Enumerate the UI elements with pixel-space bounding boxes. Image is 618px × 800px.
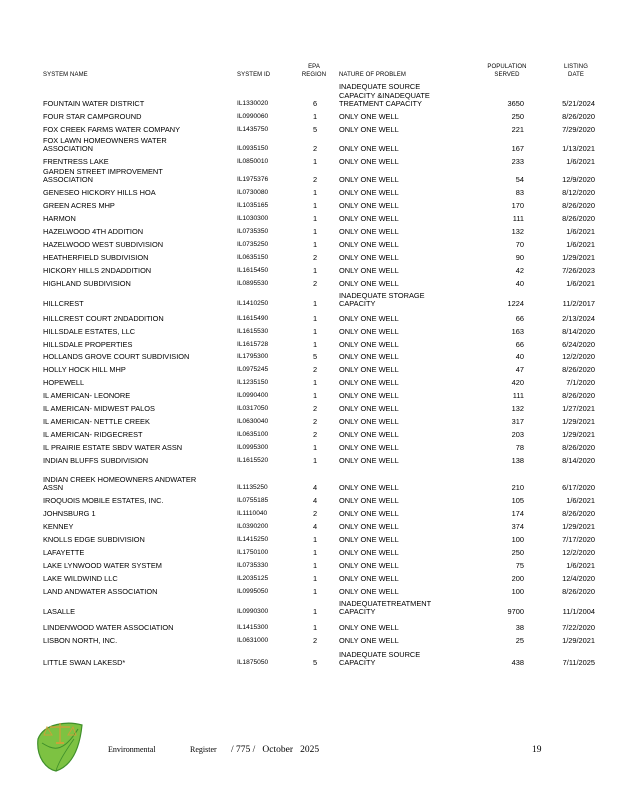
system-id-cell: IL1975376 bbox=[237, 176, 269, 184]
epa-region-cell: 4 bbox=[312, 496, 318, 506]
nature-of-problem-cell: ONLY ONE WELL bbox=[339, 496, 399, 506]
column-header-system-id: SYSTEM ID bbox=[237, 72, 271, 78]
system-id-cell: IL1030300 bbox=[237, 215, 269, 223]
system-id-cell: IL1615530 bbox=[237, 328, 269, 336]
listing-date-cell: 8/26/2020 bbox=[562, 587, 595, 597]
epa-region-cell: 4 bbox=[312, 522, 318, 532]
system-name-cell: HILLCREST bbox=[43, 299, 84, 309]
epa-region-cell: 2 bbox=[312, 144, 318, 154]
population-cell: 47 bbox=[515, 365, 524, 375]
system-name-cell: LITTLE SWAN LAKESD* bbox=[43, 658, 126, 668]
system-id-cell: IL0975245 bbox=[237, 366, 269, 374]
system-name-cell: IROQUOIS MOBILE ESTATES, INC. bbox=[43, 496, 164, 506]
system-id-cell: IL0755185 bbox=[237, 497, 269, 505]
listing-date-cell: 1/6/2021 bbox=[566, 240, 595, 250]
population-cell: 83 bbox=[515, 188, 524, 198]
nature-of-problem-cell: ONLY ONE WELL bbox=[339, 561, 399, 571]
system-id-cell: IL1435750 bbox=[237, 126, 269, 134]
system-id-cell: IL0735250 bbox=[237, 241, 269, 249]
system-name-cell: KNOLLS EDGE SUBDIVISION bbox=[43, 535, 145, 545]
nature-of-problem-cell: ONLY ONE WELL bbox=[339, 340, 399, 350]
population-cell: 66 bbox=[515, 314, 524, 324]
footer-page-number: 19 bbox=[532, 745, 542, 755]
nature-of-problem-cell: ONLY ONE WELL bbox=[339, 214, 399, 224]
system-id-cell: IL0995300 bbox=[237, 444, 269, 452]
environmental-register-logo-icon bbox=[34, 719, 86, 773]
population-cell: 170 bbox=[511, 201, 524, 211]
listing-date-cell: 12/9/2020 bbox=[562, 175, 595, 185]
nature-of-problem-cell: ONLY ONE WELL bbox=[339, 404, 399, 414]
column-header-nature-of-problem: NATURE OF PROBLEM bbox=[339, 72, 406, 78]
nature-of-problem-cell: ONLY ONE WELL bbox=[339, 314, 399, 324]
system-id-cell: IL0317050 bbox=[237, 405, 269, 413]
epa-region-cell: 1 bbox=[312, 227, 318, 237]
nature-of-problem-cell: ONLY ONE WELL bbox=[339, 456, 399, 466]
listing-date-cell: 12/2/2020 bbox=[562, 352, 595, 362]
system-name-cell: LINDENWOOD WATER ASSOCIATION bbox=[43, 623, 174, 633]
epa-region-cell: 1 bbox=[312, 561, 318, 571]
listing-date-cell: 12/2/2020 bbox=[562, 548, 595, 558]
listing-date-cell: 1/29/2021 bbox=[562, 417, 595, 427]
epa-region-cell: 6 bbox=[312, 99, 318, 109]
system-id-cell: IL0631000 bbox=[237, 637, 269, 645]
system-name-cell: LASALLE bbox=[43, 607, 76, 617]
nature-of-problem-cell: ONLY ONE WELL bbox=[339, 623, 399, 633]
population-cell: 100 bbox=[511, 587, 524, 597]
system-name-cell: LAND ANDWATER ASSOCIATION bbox=[43, 587, 158, 597]
listing-date-cell: 11/1/2004 bbox=[562, 607, 595, 617]
system-id-cell: IL0935150 bbox=[237, 145, 269, 153]
system-name-cell: IL PRAIRIE ESTATE SBDV WATER ASSN bbox=[43, 443, 183, 453]
nature-of-problem-cell: ONLY ONE WELL bbox=[339, 378, 399, 388]
listing-date-cell: 7/29/2020 bbox=[562, 125, 595, 135]
epa-region-cell: 1 bbox=[312, 340, 318, 350]
system-name-cell: FOUR STAR CAMPGROUND bbox=[43, 112, 142, 122]
nature-of-problem-cell: ONLY ONE WELL bbox=[339, 443, 399, 453]
population-cell: 90 bbox=[515, 253, 524, 263]
system-name-cell: HAZELWOOD WEST SUBDIVISION bbox=[43, 240, 164, 250]
system-id-cell: IL0990060 bbox=[237, 113, 269, 121]
system-id-cell: IL0895530 bbox=[237, 280, 269, 288]
system-name-cell: HARMON bbox=[43, 214, 76, 224]
nature-of-problem-cell: ONLY ONE WELL bbox=[339, 352, 399, 362]
system-id-cell: IL1795300 bbox=[237, 353, 269, 361]
nature-of-problem-cell: ONLY ONE WELL bbox=[339, 636, 399, 646]
epa-region-cell: 1 bbox=[312, 574, 318, 584]
listing-date-cell: 8/12/2020 bbox=[562, 188, 595, 198]
population-cell: 105 bbox=[511, 496, 524, 506]
system-name-cell: KENNEY bbox=[43, 522, 74, 532]
system-id-cell: IL0630040 bbox=[237, 418, 269, 426]
epa-region-cell: 1 bbox=[312, 201, 318, 211]
system-id-cell: IL2035125 bbox=[237, 575, 269, 583]
listing-date-cell: 1/29/2021 bbox=[562, 636, 595, 646]
page-footer bbox=[0, 715, 618, 775]
system-id-cell: IL0735330 bbox=[237, 562, 269, 570]
population-cell: 210 bbox=[511, 483, 524, 493]
system-id-cell: IL1615728 bbox=[237, 341, 269, 349]
population-cell: 66 bbox=[515, 340, 524, 350]
listing-date-cell: 1/29/2021 bbox=[562, 430, 595, 440]
system-name-cell: HAZELWOOD 4TH ADDITION bbox=[43, 227, 144, 237]
epa-region-cell: 2 bbox=[312, 175, 318, 185]
system-id-cell: IL1035165 bbox=[237, 202, 269, 210]
system-name-cell: FOUNTAIN WATER DISTRICT bbox=[43, 99, 145, 109]
listing-date-cell: 1/6/2021 bbox=[566, 496, 595, 506]
system-name-cell: HEATHERFIELD SUBDIVISION bbox=[43, 253, 149, 263]
system-id-cell: IL0735350 bbox=[237, 228, 269, 236]
system-id-cell: IL0390200 bbox=[237, 523, 269, 531]
system-id-cell: IL1750100 bbox=[237, 549, 269, 557]
epa-region-cell: 1 bbox=[312, 327, 318, 337]
listing-date-cell: 1/13/2021 bbox=[562, 144, 595, 154]
population-cell: 3650 bbox=[507, 99, 524, 109]
system-id-cell: IL0850010 bbox=[237, 158, 269, 166]
listing-date-cell: 6/24/2020 bbox=[562, 340, 595, 350]
population-cell: 9700 bbox=[507, 607, 524, 617]
epa-region-cell: 5 bbox=[312, 658, 318, 668]
system-name-cell: GREEN ACRES MHP bbox=[43, 201, 115, 211]
listing-date-cell: 7/26/2023 bbox=[562, 266, 595, 276]
nature-of-problem-cell: ONLY ONE WELL bbox=[339, 157, 399, 167]
epa-region-cell: 2 bbox=[312, 509, 318, 519]
population-cell: 132 bbox=[511, 404, 524, 414]
listing-date-cell: 8/26/2020 bbox=[562, 112, 595, 122]
listing-date-cell: 8/14/2020 bbox=[562, 327, 595, 337]
system-name-cell: IL AMERICAN- LEONORE bbox=[43, 391, 131, 401]
population-cell: 70 bbox=[515, 240, 524, 250]
footer-publication: Environmental bbox=[108, 745, 156, 754]
system-name-cell: LISBON NORTH, INC. bbox=[43, 636, 118, 646]
nature-of-problem-cell: ONLY ONE WELL bbox=[339, 483, 399, 493]
population-cell: 174 bbox=[511, 509, 524, 519]
listing-date-cell: 1/29/2021 bbox=[562, 522, 595, 532]
system-name-cell: INDIAN CREEK HOMEOWNERS ANDWATER ASSN bbox=[43, 474, 197, 493]
population-cell: 1224 bbox=[507, 299, 524, 309]
nature-of-problem-cell: ONLY ONE WELL bbox=[339, 587, 399, 597]
population-cell: 42 bbox=[515, 266, 524, 276]
epa-region-cell: 2 bbox=[312, 636, 318, 646]
epa-region-cell: 4 bbox=[312, 483, 318, 493]
nature-of-problem-cell: ONLY ONE WELL bbox=[339, 279, 399, 289]
listing-date-cell: 8/14/2020 bbox=[562, 456, 595, 466]
footer-register: Register bbox=[190, 745, 217, 754]
epa-region-cell: 1 bbox=[312, 240, 318, 250]
population-cell: 200 bbox=[511, 574, 524, 584]
listing-date-cell: 1/6/2021 bbox=[566, 227, 595, 237]
system-name-cell: FOX LAWN HOMEOWNERS WATER ASSOCIATION bbox=[43, 135, 167, 154]
system-name-cell: HICKORY HILLS 2NDADDITION bbox=[43, 266, 152, 276]
system-id-cell: IL1330020 bbox=[237, 100, 269, 108]
population-cell: 317 bbox=[511, 417, 524, 427]
listing-date-cell: 1/6/2021 bbox=[566, 561, 595, 571]
column-header-epa-region: EPA REGION bbox=[301, 64, 327, 78]
system-name-cell: FOX CREEK FARMS WATER COMPANY bbox=[43, 125, 181, 135]
nature-of-problem-cell: ONLY ONE WELL bbox=[339, 430, 399, 440]
system-name-cell: LAFAYETTE bbox=[43, 548, 85, 558]
listing-date-cell: 1/6/2021 bbox=[566, 157, 595, 167]
system-id-cell: IL0990400 bbox=[237, 392, 269, 400]
system-id-cell: IL1415300 bbox=[237, 624, 269, 632]
nature-of-problem-cell: ONLY ONE WELL bbox=[339, 574, 399, 584]
system-id-cell: IL1235150 bbox=[237, 379, 269, 387]
epa-region-cell: 1 bbox=[312, 607, 318, 617]
nature-of-problem-cell: ONLY ONE WELL bbox=[339, 125, 399, 135]
system-id-cell: IL1615490 bbox=[237, 315, 269, 323]
population-cell: 221 bbox=[511, 125, 524, 135]
system-name-cell: FRENTRESS LAKE bbox=[43, 157, 109, 167]
population-cell: 163 bbox=[511, 327, 524, 337]
epa-region-cell: 1 bbox=[312, 535, 318, 545]
population-cell: 438 bbox=[511, 658, 524, 668]
epa-region-cell: 1 bbox=[312, 266, 318, 276]
epa-region-cell: 1 bbox=[312, 548, 318, 558]
epa-region-cell: 1 bbox=[312, 587, 318, 597]
system-name-cell: HILLSDALE PROPERTIES bbox=[43, 340, 133, 350]
system-name-cell: IL AMERICAN- NETTLE CREEK bbox=[43, 417, 150, 427]
system-name-cell: HILLCREST COURT 2NDADDITION bbox=[43, 314, 164, 324]
population-cell: 40 bbox=[515, 352, 524, 362]
nature-of-problem-cell: ONLY ONE WELL bbox=[339, 365, 399, 375]
system-name-cell: HIGHLAND SUBDIVISION bbox=[43, 279, 131, 289]
system-id-cell: IL1110040 bbox=[237, 510, 268, 518]
listing-date-cell: 7/11/2025 bbox=[562, 658, 595, 668]
listing-date-cell: 8/26/2020 bbox=[562, 443, 595, 453]
system-id-cell: IL1415250 bbox=[237, 536, 269, 544]
epa-region-cell: 1 bbox=[312, 456, 318, 466]
listing-date-cell: 8/26/2020 bbox=[562, 365, 595, 375]
population-cell: 420 bbox=[511, 378, 524, 388]
population-cell: 111 bbox=[512, 391, 524, 401]
nature-of-problem-cell: ONLY ONE WELL bbox=[339, 509, 399, 519]
listing-date-cell: 8/26/2020 bbox=[562, 509, 595, 519]
listing-date-cell: 2/13/2024 bbox=[562, 314, 595, 324]
nature-of-problem-cell: ONLY ONE WELL bbox=[339, 417, 399, 427]
nature-of-problem-cell: ONLY ONE WELL bbox=[339, 201, 399, 211]
nature-of-problem-cell: ONLY ONE WELL bbox=[339, 522, 399, 532]
population-cell: 40 bbox=[515, 279, 524, 289]
listing-date-cell: 8/26/2020 bbox=[562, 201, 595, 211]
nature-of-problem-cell: INADEQUATETREATMENT CAPACITY bbox=[339, 598, 432, 617]
system-id-cell: IL0990300 bbox=[237, 608, 269, 616]
population-cell: 75 bbox=[515, 561, 524, 571]
listing-date-cell: 8/26/2020 bbox=[562, 214, 595, 224]
population-cell: 233 bbox=[511, 157, 524, 167]
listing-date-cell: 7/1/2020 bbox=[566, 378, 595, 388]
listing-date-cell: 7/17/2020 bbox=[562, 535, 595, 545]
system-name-cell: GARDEN STREET IMPROVEMENT ASSOCIATION bbox=[43, 166, 163, 185]
epa-region-cell: 2 bbox=[312, 417, 318, 427]
nature-of-problem-cell: ONLY ONE WELL bbox=[339, 175, 399, 185]
population-cell: 250 bbox=[511, 112, 524, 122]
system-id-cell: IL1410250 bbox=[237, 300, 269, 308]
nature-of-problem-cell: ONLY ONE WELL bbox=[339, 391, 399, 401]
nature-of-problem-cell: ONLY ONE WELL bbox=[339, 535, 399, 545]
column-header-listing-date: LISTING DATE bbox=[563, 64, 589, 78]
system-name-cell: LAKE WILDWIND LLC bbox=[43, 574, 118, 584]
listing-date-cell: 8/26/2020 bbox=[562, 391, 595, 401]
epa-region-cell: 1 bbox=[312, 391, 318, 401]
nature-of-problem-cell: ONLY ONE WELL bbox=[339, 548, 399, 558]
epa-region-cell: 1 bbox=[312, 188, 318, 198]
system-name-cell: GENESEO HICKORY HILLS HOA bbox=[43, 188, 156, 198]
nature-of-problem-cell: ONLY ONE WELL bbox=[339, 144, 399, 154]
nature-of-problem-cell: ONLY ONE WELL bbox=[339, 112, 399, 122]
system-name-cell: LAKE LYNWOOD WATER SYSTEM bbox=[43, 561, 162, 571]
epa-region-cell: 1 bbox=[312, 214, 318, 224]
epa-region-cell: 5 bbox=[312, 352, 318, 362]
epa-region-cell: 2 bbox=[312, 253, 318, 263]
nature-of-problem-cell: ONLY ONE WELL bbox=[339, 327, 399, 337]
system-id-cell: IL1615450 bbox=[237, 267, 269, 275]
nature-of-problem-cell: INADEQUATE STORAGE CAPACITY bbox=[339, 290, 425, 309]
system-id-cell: IL0995050 bbox=[237, 588, 269, 596]
epa-region-cell: 2 bbox=[312, 430, 318, 440]
nature-of-problem-cell: INADEQUATE SOURCE CAPACITY bbox=[339, 649, 421, 668]
system-id-cell: IL0635100 bbox=[237, 431, 269, 439]
epa-region-cell: 1 bbox=[312, 299, 318, 309]
population-cell: 138 bbox=[511, 456, 524, 466]
epa-region-cell: 1 bbox=[312, 314, 318, 324]
system-name-cell: IL AMERICAN- RIDGECREST bbox=[43, 430, 143, 440]
system-name-cell: HOPEWELL bbox=[43, 378, 85, 388]
nature-of-problem-cell: ONLY ONE WELL bbox=[339, 240, 399, 250]
system-name-cell: INDIAN BLUFFS SUBDIVISION bbox=[43, 456, 149, 466]
listing-date-cell: 1/6/2021 bbox=[566, 279, 595, 289]
population-cell: 132 bbox=[511, 227, 524, 237]
system-id-cell: IL1875050 bbox=[237, 659, 269, 667]
listing-date-cell: 11/2/2017 bbox=[562, 299, 595, 309]
listing-date-cell: 1/27/2021 bbox=[562, 404, 595, 414]
population-cell: 250 bbox=[511, 548, 524, 558]
epa-region-cell: 5 bbox=[312, 125, 318, 135]
system-id-cell: IL0635150 bbox=[237, 254, 269, 262]
epa-region-cell: 1 bbox=[312, 112, 318, 122]
population-cell: 203 bbox=[511, 430, 524, 440]
footer-volume-date: / 775 / October 2025 bbox=[231, 745, 320, 755]
epa-region-cell: 1 bbox=[312, 443, 318, 453]
nature-of-problem-cell: INADEQUATE SOURCE CAPACITY &INADEQUATE TREATMENT CAPACITY bbox=[339, 82, 430, 109]
epa-region-cell: 2 bbox=[312, 404, 318, 414]
system-id-cell: IL1615520 bbox=[237, 457, 269, 465]
epa-region-cell: 2 bbox=[312, 365, 318, 375]
nature-of-problem-cell: ONLY ONE WELL bbox=[339, 227, 399, 237]
epa-region-cell: 2 bbox=[312, 279, 318, 289]
column-header-population-served: POPULATION SERVED bbox=[487, 64, 527, 78]
population-cell: 111 bbox=[512, 214, 524, 224]
system-name-cell: HOLLY HOCK HILL MHP bbox=[43, 365, 126, 375]
system-name-cell: HILLSDALE ESTATES, LLC bbox=[43, 327, 136, 337]
system-name-cell: IL AMERICAN- MIDWEST PALOS bbox=[43, 404, 155, 414]
population-cell: 54 bbox=[515, 175, 524, 185]
population-cell: 100 bbox=[511, 535, 524, 545]
population-cell: 167 bbox=[511, 144, 524, 154]
listing-date-cell: 7/22/2020 bbox=[562, 623, 595, 633]
epa-region-cell: 1 bbox=[312, 157, 318, 167]
nature-of-problem-cell: ONLY ONE WELL bbox=[339, 253, 399, 263]
population-cell: 374 bbox=[511, 522, 524, 532]
listing-date-cell: 5/21/2024 bbox=[562, 99, 595, 109]
system-name-cell: HOLLANDS GROVE COURT SUBDIVISION bbox=[43, 352, 190, 362]
epa-region-cell: 1 bbox=[312, 378, 318, 388]
listing-date-cell: 1/29/2021 bbox=[562, 253, 595, 263]
column-header-system-name: SYSTEM NAME bbox=[43, 72, 88, 78]
population-cell: 38 bbox=[515, 623, 524, 633]
epa-region-cell: 1 bbox=[312, 623, 318, 633]
nature-of-problem-cell: ONLY ONE WELL bbox=[339, 266, 399, 276]
population-cell: 25 bbox=[515, 636, 524, 646]
listing-date-cell: 12/4/2020 bbox=[562, 574, 595, 584]
listing-date-cell: 6/17/2020 bbox=[562, 483, 595, 493]
nature-of-problem-cell: ONLY ONE WELL bbox=[339, 188, 399, 198]
system-name-cell: JOHNSBURG 1 bbox=[43, 509, 96, 519]
system-id-cell: IL1135250 bbox=[237, 484, 268, 492]
population-cell: 78 bbox=[515, 443, 524, 453]
system-id-cell: IL0730080 bbox=[237, 189, 269, 197]
